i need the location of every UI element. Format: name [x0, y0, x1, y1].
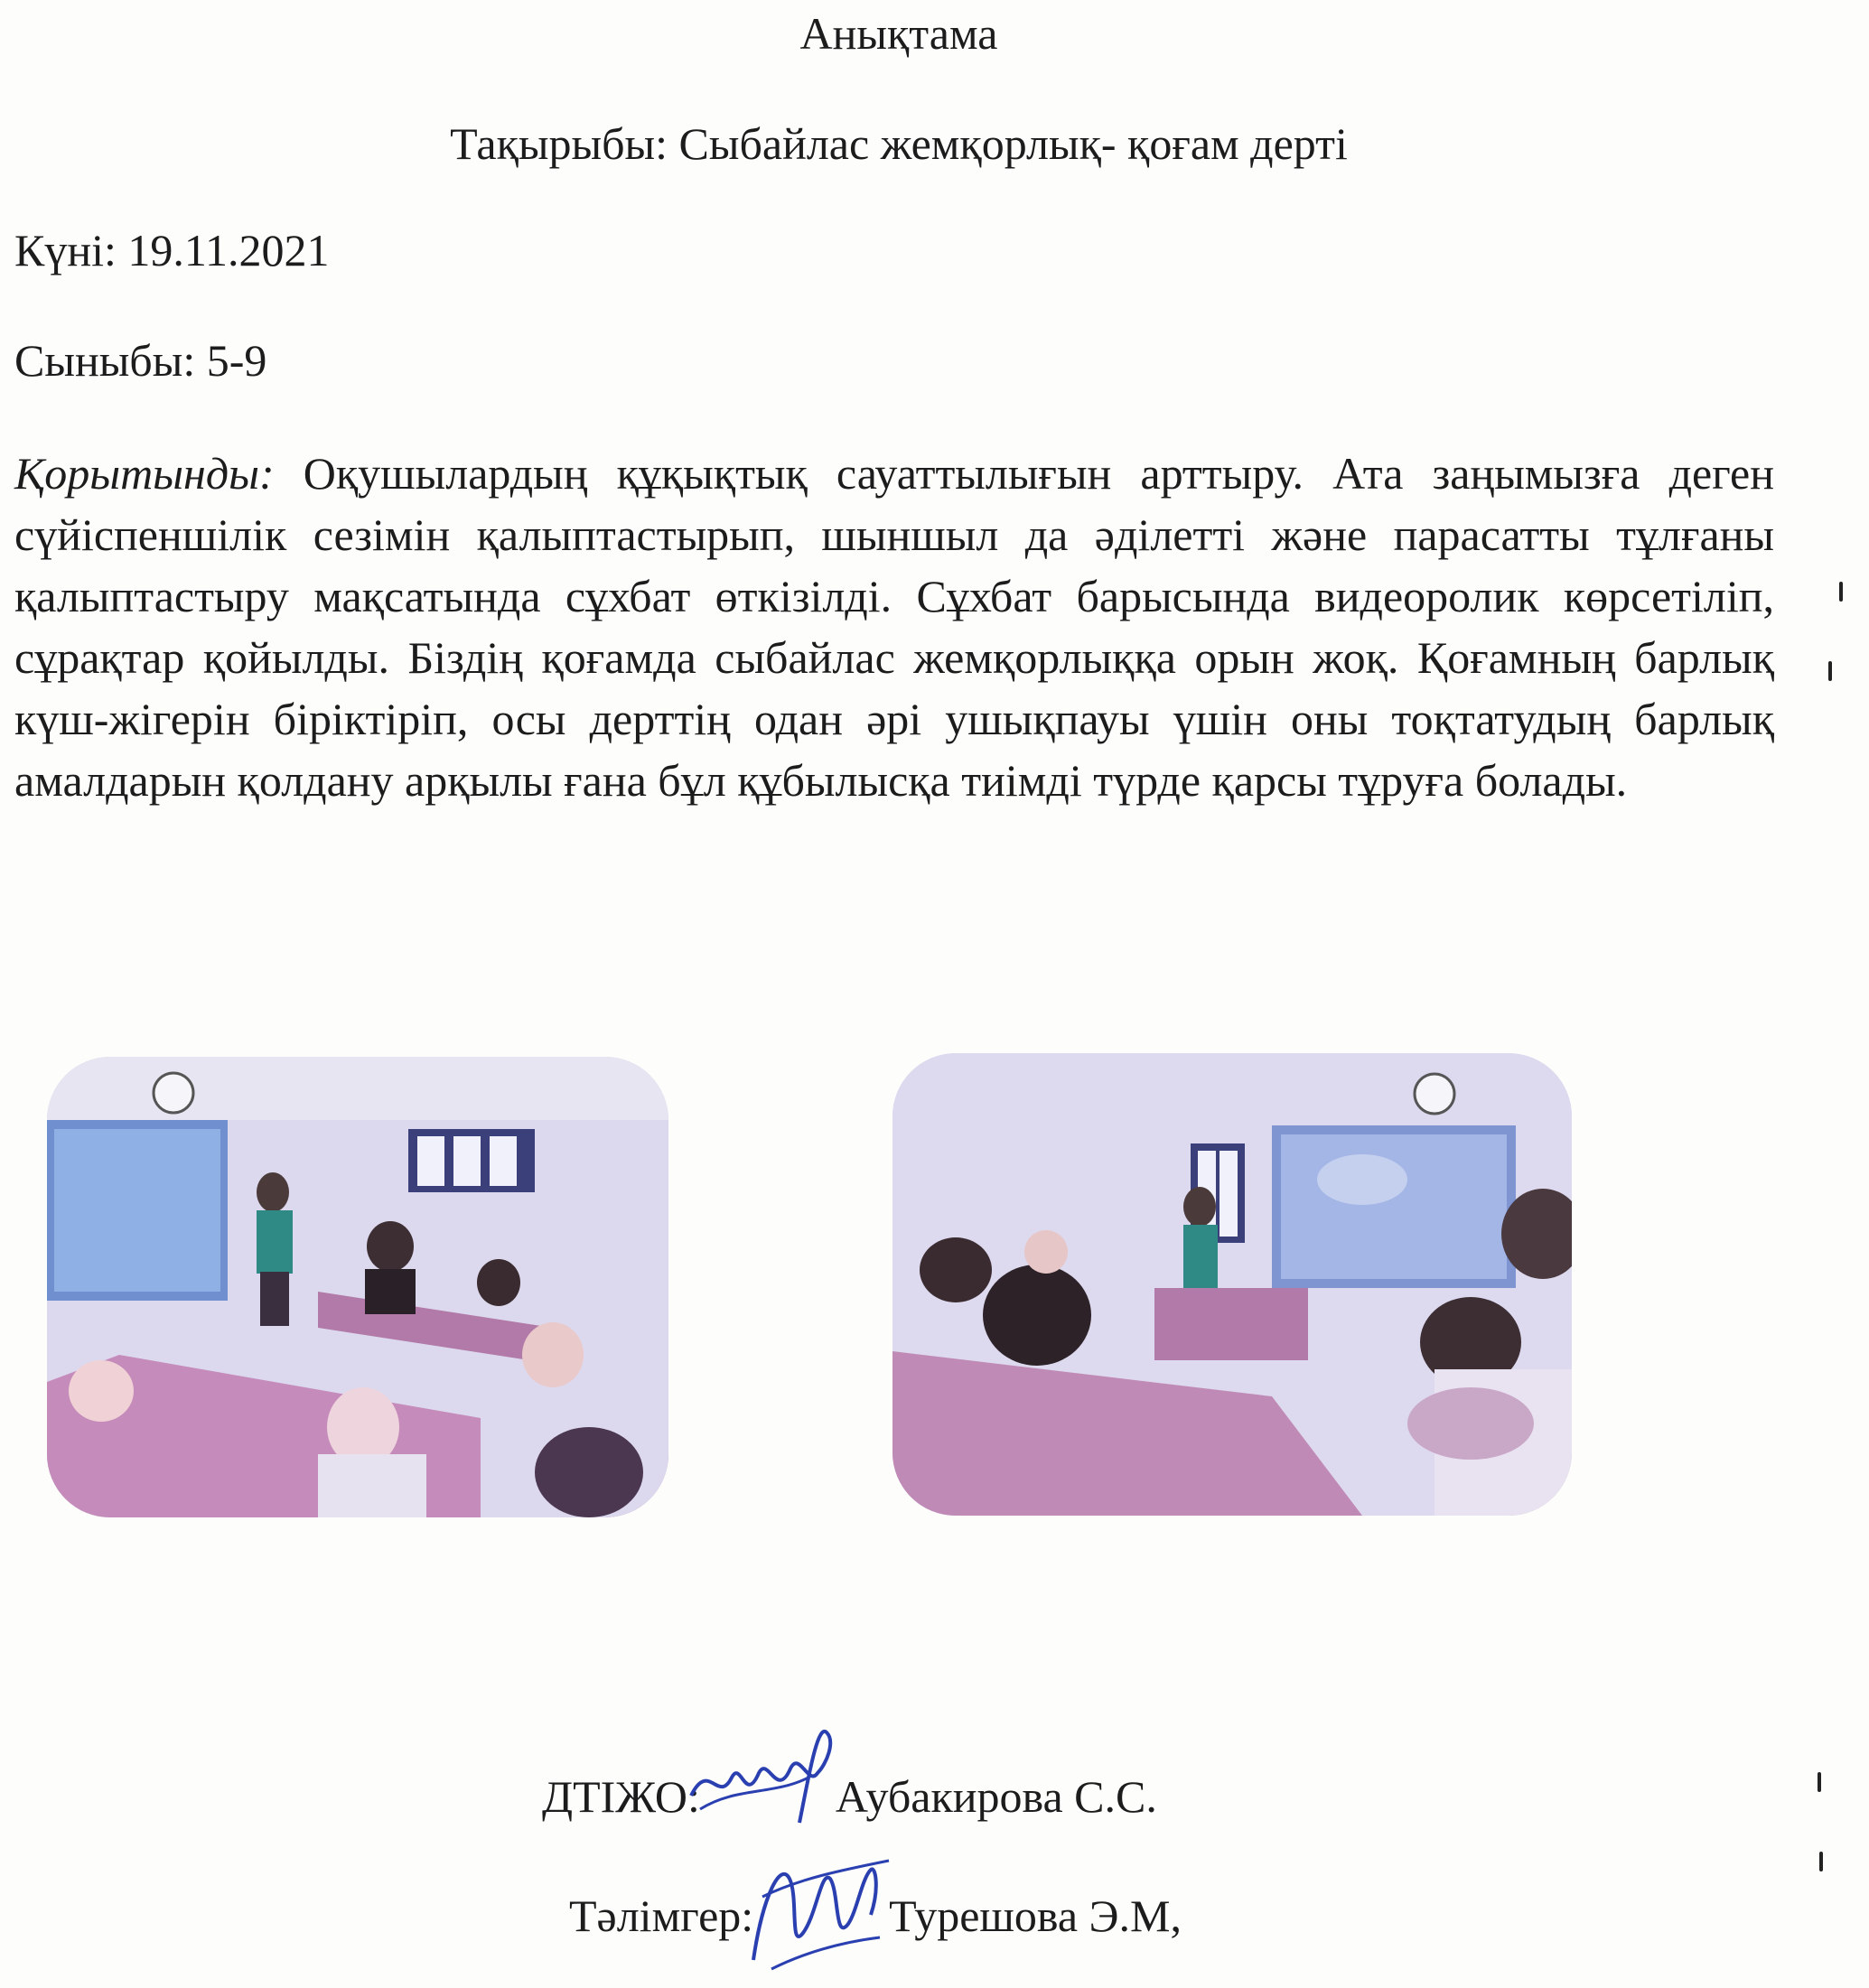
signature-name: Аубакирова С.С.	[835, 1771, 1157, 1822]
classroom-photo-2-image	[892, 1053, 1572, 1516]
signature-line-2	[569, 1890, 1182, 1942]
classroom-photo-1-image	[47, 1057, 668, 1517]
signature-line-1	[542, 1770, 1157, 1823]
date-line: Күні: 19.11.2021	[14, 225, 330, 275]
classroom-photo-2	[892, 1053, 1572, 1516]
signature-name: Турешова Э.М,	[889, 1890, 1182, 1941]
handwritten-signature-1	[700, 1778, 836, 1823]
class-line: Сыныбы: 5-9	[14, 335, 267, 386]
conclusion-label: Қорытынды:	[14, 448, 275, 499]
document-title: Анықтама	[799, 8, 998, 59]
handwritten-signature-2	[753, 1897, 889, 1942]
conclusion-text: Оқушылардың құқықтық сауаттылығын арттыру. Ата заңымызға деген сүйіспеншілік сезімін қалыптастырып, шыншыл да әділетті және парасатты тұлғаны қалыптастыру мақсатында сұхбат өткізілді. Сұхбат барысында видеоролик көрсетіліп, сұрақтар қойылды. Біздің қоғамда сыбайлас жемқорлыққа орын жоқ. Қоғамның барлық күш-жігерін біріктіріп, осы дерттің одан әрі ушықпауы үшін оны тоқтатудың барлық амалдарын қолдану арқылы ғана бұл құбылысқа тиімді түрде қарсы тұруға болады.	[14, 448, 1774, 806]
binder-mark	[1828, 661, 1832, 681]
conclusion-paragraph	[14, 443, 1774, 811]
binder-mark	[1819, 1852, 1823, 1871]
classroom-photo-1	[47, 1057, 668, 1517]
binder-mark	[1818, 1772, 1821, 1792]
signature-role: Тәлімгер:	[569, 1890, 754, 1941]
signature-role: ДТІЖО:	[542, 1771, 700, 1822]
document-topic: Тақырыбы: Сыбайлас жемқорлық- қоғам дерті	[450, 118, 1348, 169]
binder-mark	[1839, 582, 1843, 602]
